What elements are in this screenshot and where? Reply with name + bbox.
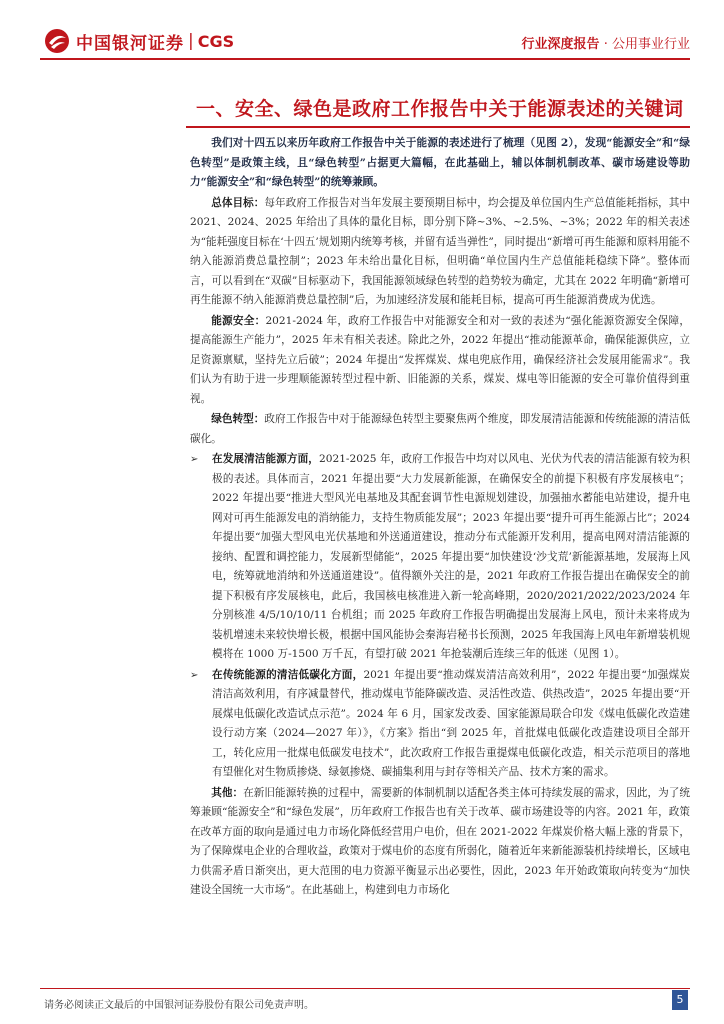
paragraph-energy-security — [190, 312, 690, 410]
bullet-traditional-energy — [190, 666, 690, 783]
paragraph-green-transition — [190, 410, 690, 449]
main-content — [190, 134, 690, 902]
brand-logo — [44, 28, 234, 54]
category-dot: · — [603, 37, 608, 52]
industry-name: 公用事业行业 — [611, 37, 690, 52]
section-title: 一、安全、绿色是政府工作报告中关于能源表述的关键词 — [196, 98, 684, 120]
galaxy-logo-icon — [44, 28, 70, 54]
report-category — [522, 33, 690, 52]
paragraph-keyword: 总体目标： — [211, 196, 265, 209]
bullet-text: 2021-2025 年，政府工作报告中均对以风电、光伏为代表的清洁能源有较为积极的表述。具体而言，2021 年提出要“大力发展新能源，在确保安全的前提下积极有序发展核电”；2022 年提出要“推进大型风光电基地及其配套调节性电源规划建设，加强抽水蓄能电站建设，提升电网对可再生能源发电的消纳能力，支持生物质能发展”；2023 年提出要“提升可再生能源占比”；2024 年提出要“加强大型风电光伏基地和外送通道建设，推动分布式能源开发利用，提高电网对清洁能源的接纳、配置和调控能力，发展新型储能”，2025 年提出要“加快建设‘沙戈荒’新能源基地，发展海上风电，统筹就地消纳和外送通道建设”。值得额外关注的是，2021 年政府工作报告提出在确保安全的前提下积极有序发展核电，此后，我国核电核准进入新一轮高峰期，2020/2021/2022/2023/2024 年分别核准 4/5/10/10/11 台机组；而 2025 年政府工作报告明确提出发展海上风电，预计未来将成为装机增速未来较快增长极，根据中国风能协会秦海岩秘书长预测，2025 年我国海上风电年新增装机规模将在 1000 万-1500 万千瓦，有望打破 2021 年抢装潮后连续三年的低迷（见图 1）。 — [212, 453, 691, 660]
paragraph-overall-goal — [190, 194, 690, 311]
bullet-text: 2021 年提出要“推动煤炭清洁高效利用”，2022 年提出要“加强煤炭清洁高效利用，有序减量替代，推动煤电节能降碳改造、灵活性改造、供热改造”，2025 年提出要“开展煤电低碳化改造试点示范”。2024 年 6 月，国家发改委、国家能源局联合印发《煤电低碳化改造建设行动方案（2024—2027 年）》，《方案》指出“到 2025 年，首批煤电低碳化改造建设项目全部开工，转化应用一批煤电低碳发电技术”，此次政府工作报告重提煤电低碳化改造，相关示范项目的落地有望催化对生物质掺烧、绿氨掺烧、碳捕集利用与封存等相关产品、技术方案的需求。 — [212, 668, 691, 778]
page-number: 5 — [672, 990, 688, 1010]
brand-name: 中国银河证券 — [76, 33, 184, 54]
paragraph-text: 政府工作报告中对于能源绿色转型主要聚焦两个维度，即发展清洁能源和传统能源的清洁低碳化。 — [190, 413, 691, 445]
lead-paragraph: 我们对十四五以来历年政府工作报告中关于能源的表述进行了梳理（见图 2），发现“能源安全”和“绿色转型”是政策主线，且“绿色转型”占据更大篇幅，在此基础上，辅以体制机制改革、碳市场建设等助力“能源安全”和“绿色转型”的统筹兼顾。 — [190, 137, 690, 188]
footer-disclaimer: 请务必阅读正文最后的中国银河证券股份有限公司免责声明。 — [44, 1000, 314, 1011]
report-type: 行业深度报告 — [521, 37, 600, 52]
title-divider — [186, 126, 690, 128]
paragraph-text: 在新旧能源转换的过程中，需要新的体制机制以适配各类主体可持续发展的需求，因此，为了统筹兼顾“能源安全”和“绿色发展”，历年政府工作报告也有关于改革、碳市场建设等的内容。2021 年，政策在改革方面的取向是通过电力市场化降低经营用户电价，但在 2021-2022 年煤炭价格大幅上涨的背景下，为了保障煤电企业的合理收益，政策对于煤电价的态度有所弱化，随着近年来新能源装机持续增长，区域电力供需矛盾日渐突出，更大范围的电力资源平衡显示出必要性，因此，2023 年开始政策取向转变为“加快建设全国统一大市场”。在此基础上，构建到电力市场化 — [190, 786, 691, 896]
paragraph-keyword: 绿色转型： — [211, 413, 265, 425]
footer-divider — [40, 988, 690, 989]
paragraph-other — [190, 784, 690, 901]
paragraph-keyword: 能源安全： — [211, 314, 266, 327]
header-divider — [40, 58, 690, 60]
arrow-bullet-icon: ➢ — [190, 454, 199, 465]
paragraph-text: 2021-2024 年，政府工作报告中对能源安全和对一致的表述为“强化能源资源安全保障，提高能源生产能力”，2025 年未有相关表述。除此之外，2022 年提出“推动能源革命，确保能源供应，立足资源禀赋，坚持先立后破”；2024 年提出“发挥煤炭、煤电兜底作用，确保经济社会发展用能需求”。我们认为有助于进一步理顺能源转型过程中新、旧能源的关系，煤炭、煤电等旧能源的安全可靠价值得到重视。 — [190, 314, 691, 405]
brand-abbreviation: CGS — [197, 31, 235, 51]
brand-separator: | — [188, 31, 194, 51]
paragraph-text: 每年政府工作报告对当年发展主要预期目标中，均会提及单位国内生产总值能耗指标，其中 2021、2024、2025 年给出了具体的量化目标，即分别下降~3%、~2.5%、~3%；2022 年的相关表述为“能耗强度目标在‘十四五’规划期内统筹考核，并留有适当弹性”，同时提出“新增可再生能源和原料用能不纳入能源消费总量控制”；2023 年未给出量化目标，但明确“单位国内生产总值能耗稳续下降”。整体而言，可以看到在“双碳”目标驱动下，我国能源领域绿色转型的趋势较为确定，尤其在 2022 年明确“新增可再生能源不纳入能源消费总量控制”后，为加速经济发展和能耗目标，提高可再生能源消费成为优选。 — [190, 196, 691, 306]
bullet-keyword: 在发展清洁能源方面， — [212, 453, 319, 465]
paragraph-keyword: 其他： — [211, 786, 244, 799]
page-header — [0, 0, 724, 72]
arrow-bullet-icon: ➢ — [190, 669, 199, 681]
bullet-clean-energy — [190, 450, 690, 665]
bullet-keyword: 在传统能源的清洁低碳化方面， — [212, 668, 364, 681]
